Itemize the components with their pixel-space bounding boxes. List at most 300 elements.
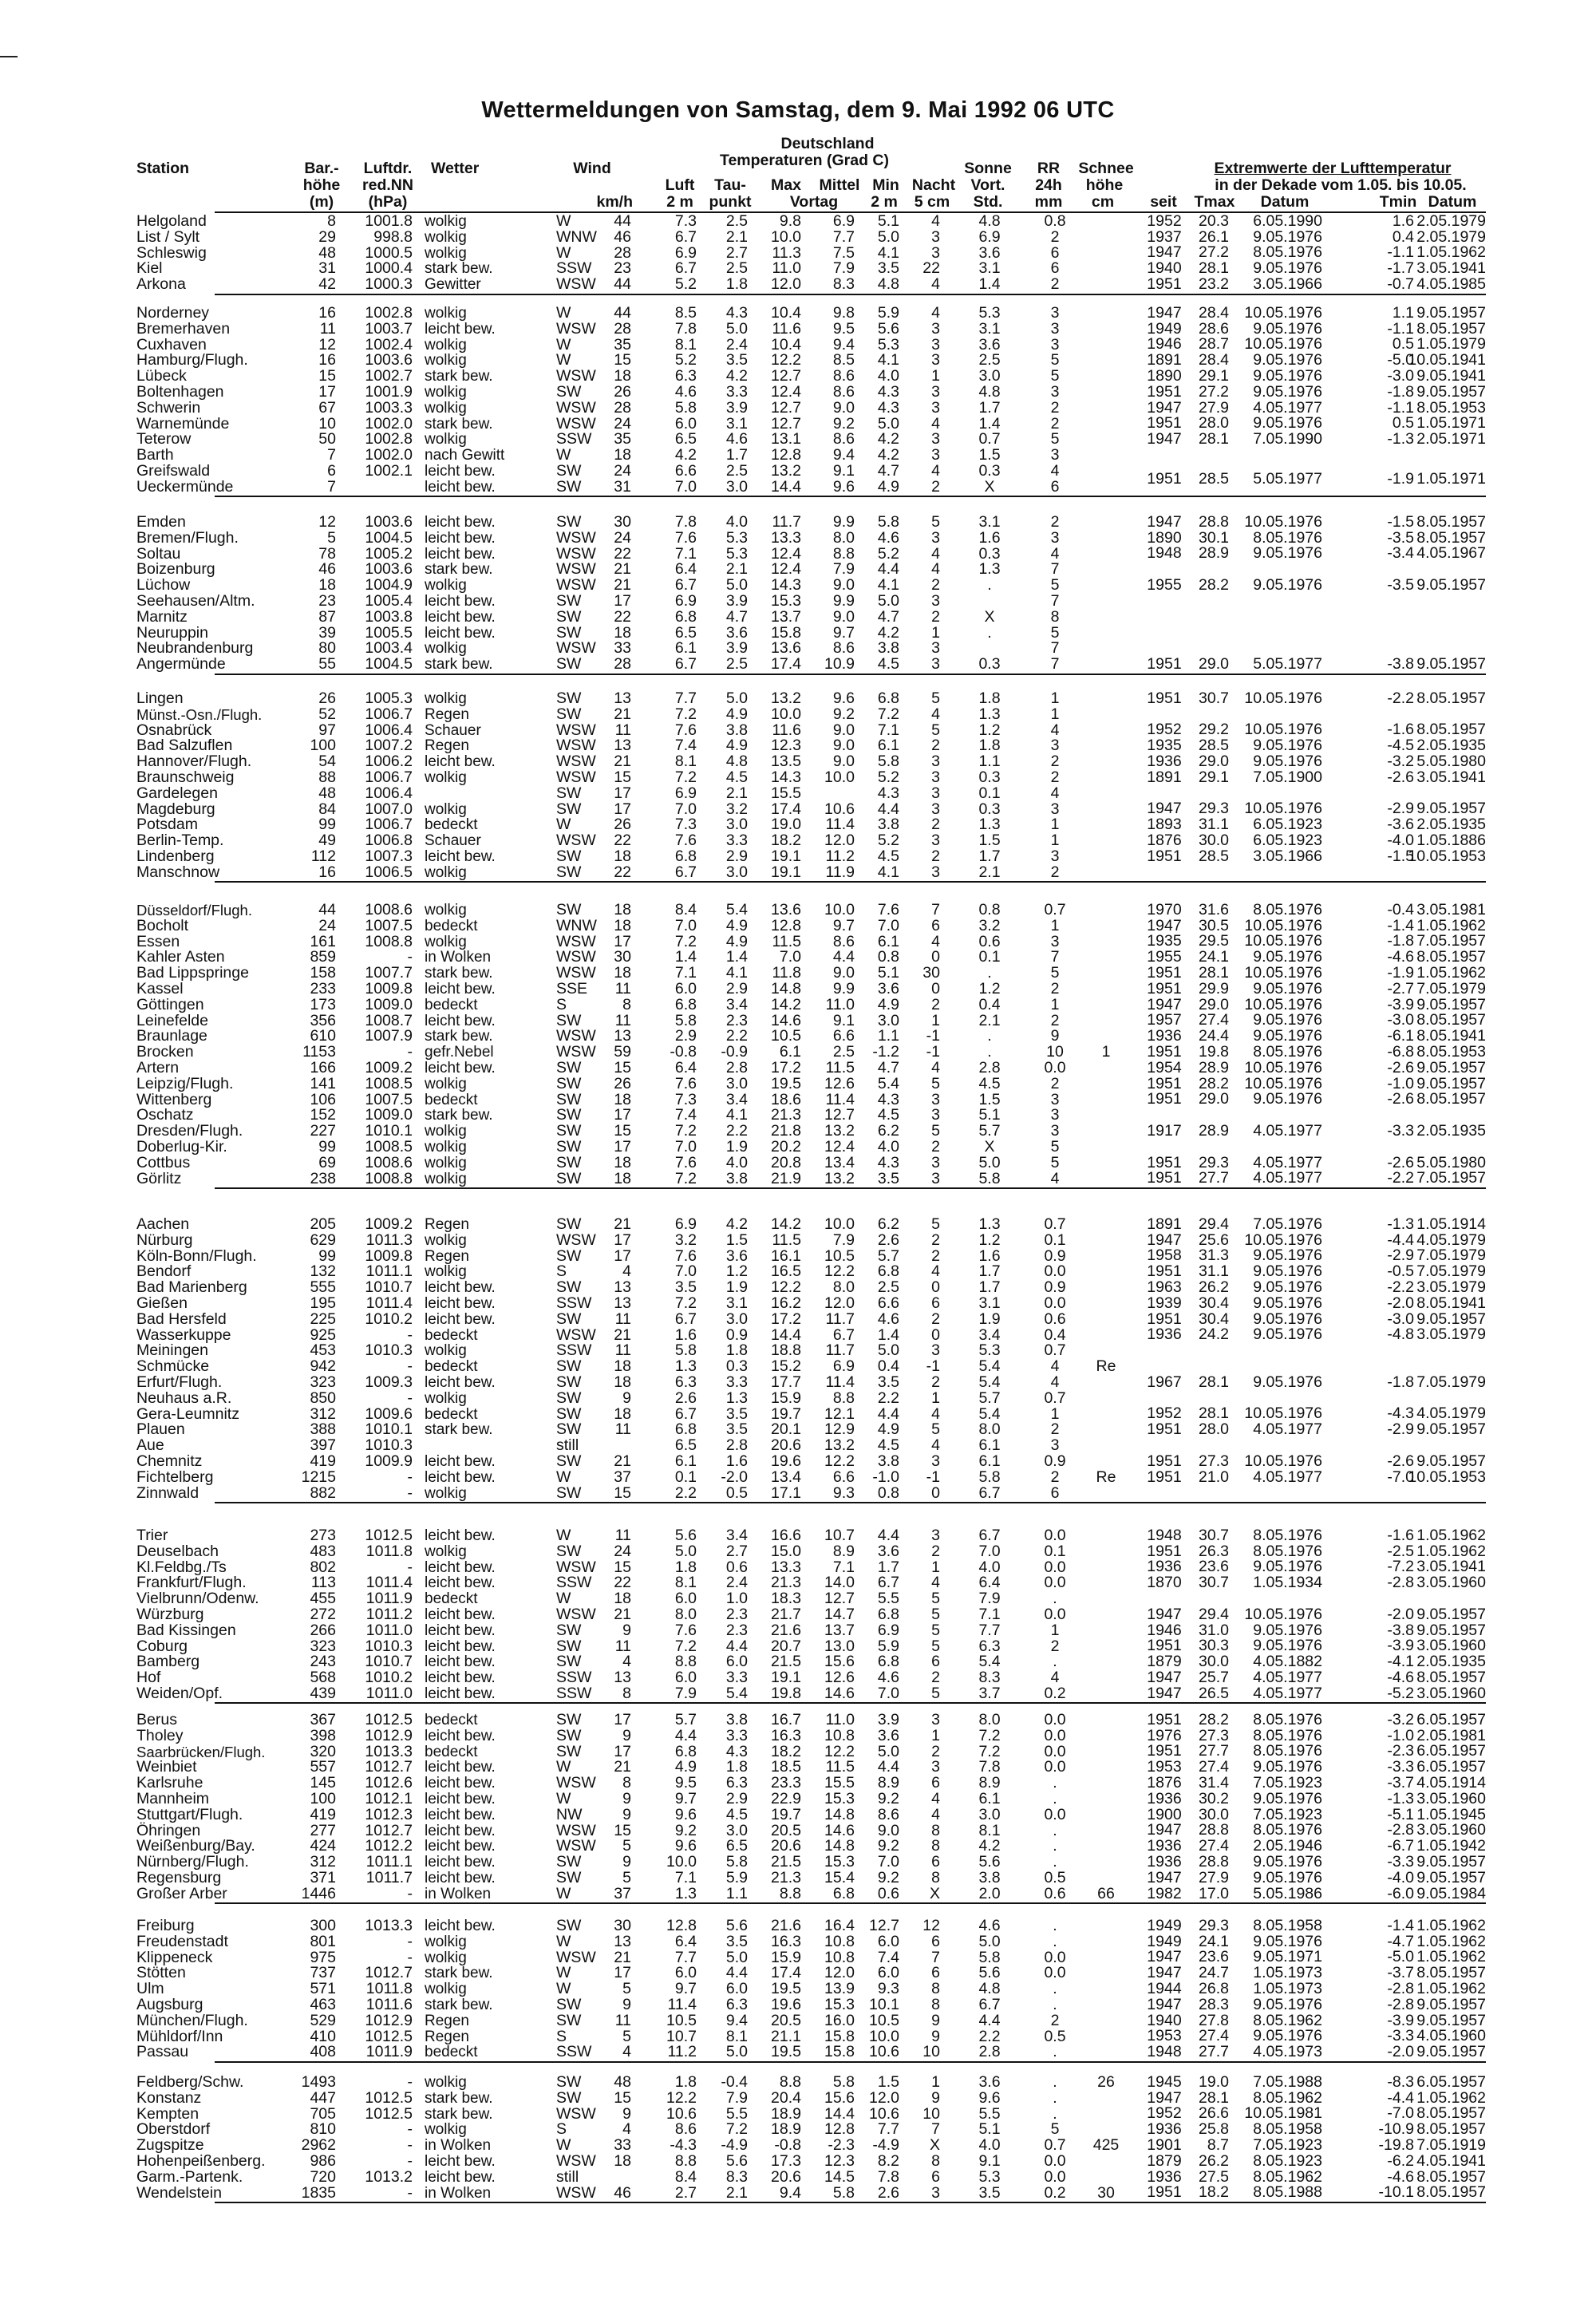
cell-dmin: 9.05.1984 [1416,1884,1486,1902]
cell-max: 12.2 [771,1278,801,1297]
cell-luft: 9.7 [674,1789,697,1807]
cell-dmax: 1.05.1973 [1253,1980,1322,1998]
extremes-record [0,1470,1596,1486]
cell-sonne: 3.1 [978,1294,1001,1312]
cell-rr: 0.2 [1044,2183,1066,2202]
cell-windspeed: 9 [622,1621,631,1639]
cell-mittel: 9.6 [832,477,855,496]
cell-tmin: -4.3 [1387,1404,1414,1423]
cell-rr: 9 [1050,1027,1060,1045]
extremes-record [0,303,1596,322]
cell-bar: 568 [310,1669,336,1687]
cell-tau: 2.8 [725,1058,748,1077]
cell-mittel: 11.4 [825,1090,855,1108]
cell-sonne: 1.3 [978,1215,1001,1233]
cell-min: 8.6 [877,1805,899,1823]
cell-max: 16.1 [771,1246,801,1265]
cell-luft: 7.2 [674,768,697,786]
cell-luftdr: 1008.5 [365,1074,413,1092]
cell-dmax: 9.05.1976 [1253,414,1322,433]
header-schnee1: Schnee [1078,160,1134,177]
cell-seit: 1947 [1147,916,1182,934]
region-group [0,1918,1596,2060]
cell-luft: 6.7 [674,259,697,278]
cell-mittel: 12.0 [824,1294,855,1312]
cell-tau: 3.1 [725,414,748,433]
header-wind: Wind [573,160,611,177]
cell-tmax: 25.7 [1199,1669,1229,1687]
cell-bar: 225 [310,1310,336,1328]
cell-mittel: -2.3 [828,2136,855,2155]
cell-station: Aachen [136,1215,190,1233]
cell-rr: 6 [1050,259,1060,278]
cell-mittel: 9.9 [832,979,855,998]
cell-luft: 1.3 [674,1884,697,1902]
cell-nacht: 3 [931,1153,940,1171]
cell-tmax: 28.8 [1199,1821,1229,1839]
cell-dmin: 8.05.1957 [1416,512,1486,531]
cell-min: 2.6 [877,1231,899,1249]
cell-min: 6.2 [877,1122,899,1140]
cell-windspeed: 21 [614,560,631,579]
cell-mittel: 11.4 [825,1373,855,1391]
cell-windspeed: 15 [614,2088,631,2107]
cell-windspeed: 11 [614,1011,631,1029]
cell-winddir: SW [556,1373,582,1391]
header-bar2: höhe [302,176,341,194]
cell-rr: 3 [1050,319,1060,338]
cell-bar: 100 [310,737,336,755]
cell-tmax: 23.6 [1199,1558,1229,1576]
cell-dmin: 8.05.1957 [1416,2120,1486,2139]
cell-winddir: SW [556,1137,582,1156]
cell-winddir: WSW [556,319,596,338]
cell-luftdr: 1003.3 [365,398,413,417]
cell-winddir: SW [556,623,582,642]
cell-luftdr: 1012.9 [365,2011,413,2029]
cell-dmin: 9.05.1957 [1416,1420,1486,1439]
cell-tmax: 28.1 [1199,1373,1229,1391]
extremes-record [0,723,1596,739]
cell-luftdr: 1010.7 [365,1278,413,1297]
cell-nacht: 1 [931,1011,940,1029]
cell-windspeed: 22 [614,607,631,626]
cell-luft: 6.0 [674,1964,697,1982]
cell-dmin: 5.05.1980 [1416,1153,1486,1171]
cell-windspeed: 17 [614,800,631,818]
cell-bar: 16 [318,863,336,881]
cell-tau: 5.4 [725,901,748,918]
cell-dmin: 8.05.1953 [1416,1043,1486,1061]
cell-windspeed: 9 [622,1805,631,1823]
cell-dmin: 3.05.1960 [1416,1574,1486,1592]
cell-tau: 4.3 [725,1742,748,1760]
cell-windspeed: 21 [614,1948,631,1966]
cell-station: Chemnitz [136,1452,203,1470]
cell-winddir: WSW [556,1558,596,1576]
cell-wetter: leicht bew. [425,2152,496,2170]
cell-dmin: 7.05.1919 [1416,2136,1486,2155]
header-luftdr2: red.NN [362,176,413,194]
cell-windspeed: 17 [614,932,631,950]
cell-tau: 1.8 [725,275,748,294]
cell-nacht: 1 [931,1558,940,1576]
extremes-record [0,1591,1596,1607]
cell-luft: 7.6 [674,832,697,850]
cell-luftdr: 1006.8 [365,832,413,850]
cell-bar: 312 [310,1853,336,1871]
cell-seit: 1951 [1147,1710,1182,1728]
cell-tau: 2.4 [725,335,748,354]
cell-rr: 4 [1050,461,1060,480]
cell-bar: 1835 [301,2183,336,2202]
cell-wetter: leicht bew. [425,1759,496,1776]
cell-luft: 6.7 [674,863,697,881]
cell-nacht: 4 [931,212,940,230]
cell-max: 20.2 [771,1137,801,1156]
cell-min: 9.3 [877,1980,899,1998]
extremes-record [0,1171,1596,1187]
cell-bar: 23 [318,591,336,610]
cell-rr: 2 [1050,1468,1060,1486]
cell-dmin: 4.05.1985 [1416,275,1486,294]
cell-mittel: 9.6 [832,689,855,707]
cell-wetter: stark bew. [425,368,493,385]
region-group [0,1710,1596,1902]
cell-wetter: Gewitter [425,276,481,294]
cell-wetter: wolkig [425,213,467,230]
cell-dmax: 4.05.1882 [1253,1653,1322,1671]
header-wind-unit: km/h [596,193,633,211]
cell-rr: 2 [1050,414,1060,433]
cell-luftdr: 1010.3 [365,1341,413,1360]
cell-luftdr: 1012.7 [365,1821,413,1839]
cell-tau: 4.9 [725,705,748,723]
cell-winddir: SW [556,591,582,610]
cell-max: 18.9 [771,2120,801,2139]
cell-sonne: 3.8 [978,1868,1001,1886]
cell-bar: 323 [310,1373,336,1391]
cell-min: 5.1 [877,212,899,230]
cell-station: Magdeburg [136,800,215,818]
cell-winddir: SW [556,1074,582,1092]
cell-windspeed: 18 [614,916,631,934]
cell-windspeed: 11 [614,1341,631,1360]
cell-windspeed: 28 [614,398,631,417]
cell-tau: 2.9 [725,847,748,865]
cell-tmin: -1.1 [1387,243,1414,262]
group-separator [215,881,1486,883]
cell-min: 4.6 [877,528,899,547]
cell-station: Aue [136,1436,164,1455]
cell-tau: 5.6 [725,1917,748,1934]
cell-mittel: 8.8 [832,544,855,563]
cell-windspeed: 24 [614,461,631,480]
cell-luft: 3.5 [674,1278,697,1297]
cell-dmin: 3.05.1960 [1416,1821,1486,1839]
cell-station: Tholey [136,1726,184,1744]
cell-min: 5.8 [877,753,899,771]
cell-tmin: -4.8 [1387,1325,1414,1344]
extremes-record [0,1153,1596,1171]
cell-wetter: wolkig [425,383,467,401]
cell-tmin: 1.1 [1392,303,1414,322]
cell-luftdr: 1009.0 [365,995,413,1013]
cell-nacht: 5 [931,1122,940,1140]
cell-station: Doberlug-Kir. [136,1137,227,1156]
cell-rr: . [1053,1789,1057,1807]
cell-tmin: -1.8 [1387,932,1414,950]
cell-nacht: 3 [931,1341,940,1360]
cell-seit: 1951 [1147,1310,1182,1328]
cell-bar: 453 [310,1341,336,1360]
cell-tau: 5.0 [725,576,748,595]
cell-luftdr: 1004.5 [365,528,413,547]
cell-station: Soltau [136,544,181,563]
cell-wetter: bedeckt [425,1405,478,1423]
cell-tmax: 8.7 [1207,2136,1229,2155]
cell-luft: 6.9 [674,784,697,802]
cell-winddir: SW [556,1011,582,1029]
cell-sonne: 0.4 [978,995,1001,1013]
cell-dmax: 10.05.1976 [1244,1058,1322,1077]
cell-seit: 1936 [1147,1789,1182,1807]
cell-wetter: leicht bew. [425,1622,496,1639]
cell-tmax: 28.5 [1199,737,1229,755]
cell-wetter: wolkig [425,1389,467,1407]
cell-dmax: 10.05.1976 [1244,995,1322,1013]
cell-rr: 5 [1050,576,1060,595]
cell-dmin: 3.05.1941 [1416,1558,1486,1576]
cell-mittel: 6.7 [832,1325,855,1344]
extremes-record [0,353,1596,369]
cell-station: Marnitz [136,607,188,626]
cell-winddir: W [556,2136,571,2155]
cell-station: Görlitz [136,1169,182,1187]
cell-mittel: 9.0 [832,753,855,771]
extremes-record [0,319,1596,338]
cell-windspeed: 13 [614,1932,631,1950]
extremes-record [0,2183,1596,2202]
cell-station: Kl.Feldbg./Ts [136,1558,227,1576]
cell-dmax: 10.05.1976 [1244,964,1322,982]
cell-luftdr: - [407,2136,413,2155]
cell-max: 21.6 [771,1917,801,1934]
cell-seit: 1955 [1147,948,1182,966]
cell-min: 1.1 [877,1027,899,1045]
cell-luftdr: 1010.1 [365,1420,413,1439]
cell-luftdr: 1007.5 [365,1090,413,1108]
cell-windspeed: 28 [614,243,631,262]
cell-tmax: 29.1 [1199,367,1229,385]
cell-seit: 1935 [1147,932,1182,950]
cell-windspeed: 9 [622,1995,631,2013]
cell-max: 17.4 [771,1964,801,1982]
cell-tmax: 27.8 [1199,2011,1229,2029]
cell-wetter: wolkig [425,640,467,658]
cell-sonne: 6.7 [978,1483,1001,1502]
cell-dmax: 7.05.1990 [1253,430,1322,448]
cell-dmax: 8.05.1976 [1253,243,1322,262]
cell-dmin: 9.05.1957 [1416,1853,1486,1871]
cell-luftdr: 1009.8 [365,1246,413,1265]
cell-station: Berus [136,1711,177,1728]
cell-tmax: 31.1 [1199,816,1229,834]
cell-bar: 356 [310,1011,336,1029]
cell-min: 9.0 [877,1821,899,1839]
cell-tmax: 28.5 [1199,847,1229,865]
cell-rr: 2 [1050,227,1060,246]
cell-station: Leinefelde [136,1011,208,1029]
cell-mittel: 8.8 [832,1389,855,1407]
cell-bar: 986 [310,2151,336,2170]
cell-winddir: still [556,2167,579,2186]
cell-nacht: 8 [931,1980,940,1998]
cell-tmax: 26.2 [1199,1278,1229,1297]
cell-seit: 1958 [1147,1246,1182,1265]
cell-max: 20.5 [771,2011,801,2029]
cell-wetter: stark bew. [425,965,493,982]
cell-windspeed: 22 [614,1574,631,1592]
cell-luftdr: 1001.8 [365,212,413,230]
cell-luft: 7.0 [674,916,697,934]
cell-tmax: 29.3 [1199,1916,1229,1934]
cell-mittel: 9.5 [832,319,855,338]
cell-rr: 4 [1050,1669,1060,1687]
cell-luft: 4.4 [674,1726,697,1744]
cell-dmin: 6.05.1957 [1416,1710,1486,1728]
cell-bar: 67 [318,398,336,417]
cell-station: Weiden/Opf. [136,1684,223,1702]
cell-dmax: 4.05.1973 [1253,2043,1322,2061]
cell-winddir: SW [556,1917,582,1934]
extremes-record [0,562,1596,578]
cell-sonne: 5.6 [978,1964,1001,1982]
cell-luft: 6.9 [674,243,697,262]
cell-dmin: 7.05.1979 [1416,1262,1486,1281]
cell-min: 12.0 [869,2088,899,2107]
cell-rr: 2 [1050,275,1060,294]
cell-tau: 1.7 [725,446,748,464]
cell-bar: 78 [318,544,336,563]
cell-seit: 1955 [1147,576,1182,595]
cell-winddir: W [556,1590,571,1608]
cell-nacht: 3 [931,319,940,338]
cell-mittel: 15.3 [824,1789,855,1807]
extremes-record [0,2138,1596,2154]
cell-min: 4.4 [877,1527,899,1544]
cell-tmax: 30.7 [1199,1526,1229,1544]
cell-bar: 320 [310,1742,336,1760]
extremes-record [0,461,1596,496]
cell-rr: 0.0 [1044,1527,1066,1544]
cell-station: Kempten [136,2104,200,2123]
cell-luftdr: 1005.5 [365,623,413,642]
cell-max: 17.4 [771,655,801,674]
cell-luft: 8.4 [674,2167,697,2186]
cell-dmax: 5.05.1986 [1253,1884,1322,1902]
cell-station: Garm.-Partenk. [136,2167,243,2186]
cell-nacht: 1 [931,2073,940,2091]
cell-winddir: SW [556,1542,582,1560]
region-group [0,1528,1596,1702]
cell-tmin: -2.0 [1387,2043,1414,2061]
cell-tmax: 30.7 [1199,1574,1229,1592]
cell-station: Öhringen [136,1821,201,1839]
cell-luft: 6.1 [674,1452,697,1470]
cell-nacht: 0 [931,1483,940,1502]
cell-wetter: leicht bew. [425,1012,496,1029]
cell-tmax: 28.2 [1199,576,1229,595]
cell-winddir: W [556,1758,571,1776]
cell-bar: 410 [310,2027,336,2045]
cell-tmax: 17.0 [1199,1884,1229,1902]
cell-luftdr: 1011.4 [365,1294,413,1312]
cell-winddir: SW [556,513,582,531]
cell-rr: 7 [1050,639,1060,658]
cell-station: Seehausen/Altm. [136,591,255,610]
cell-station: Artern [136,1058,180,1077]
cell-wetter: leicht bew. [425,753,496,771]
cell-dmax: 10.05.1976 [1244,1605,1322,1623]
cell-tau: 2.3 [725,1605,748,1623]
cell-tau: 4.2 [725,1215,748,1233]
cell-tmax: 25.6 [1199,1231,1229,1249]
cell-bar: 227 [310,1122,336,1140]
extremes-record [0,369,1596,385]
cell-station: Zinnwald [136,1483,200,1502]
cell-luft: 6.7 [674,227,697,246]
cell-tmax: 29.0 [1199,1090,1229,1108]
cell-luft: 6.8 [674,995,697,1013]
cell-tau: 7.9 [725,2088,748,2107]
cell-windspeed: 13 [614,1027,631,1045]
cell-station: Wendelstein [136,2183,222,2202]
region-group [0,211,1596,294]
cell-luft: 6.0 [674,1669,697,1687]
cell-max: 14.3 [771,576,801,595]
cell-luft: 6.7 [674,1404,697,1423]
extremes-record [0,1965,1596,1981]
cell-dmax: 10.05.1976 [1244,689,1322,707]
cell-min: 4.1 [877,863,899,881]
extremes-record [0,1760,1596,1776]
cell-max: 13.2 [771,461,801,480]
cell-min: 1.4 [877,1325,899,1344]
cell-seit: 1917 [1147,1122,1182,1140]
cell-tau: 5.6 [725,2151,748,2170]
group-separator [215,294,1486,295]
cell-tmin: -1.3 [1387,430,1414,448]
cell-station: Klippeneck [136,1948,213,1966]
cell-rr: 4 [1050,1373,1060,1391]
cell-winddir: SSW [556,430,592,448]
cell-sonne: 4.8 [978,212,1001,230]
cell-nacht: X [929,1884,940,1902]
cell-windspeed: 11 [614,1637,631,1655]
cell-tmin: -3.0 [1387,1310,1414,1328]
cell-station: Köln-Bonn/Flugh. [136,1246,257,1265]
cell-station: Plauen [136,1420,185,1439]
cell-rr: 4 [1050,721,1060,739]
cell-windspeed: 17 [614,1137,631,1156]
cell-sonne: 1.4 [978,414,1001,433]
cell-tmin: -6.1 [1387,1027,1414,1045]
cell-winddir: SSW [556,259,592,278]
cell-rr: 2 [1050,863,1060,881]
extremes-record [0,243,1596,262]
cell-dmax: 10.05.1976 [1244,916,1322,934]
